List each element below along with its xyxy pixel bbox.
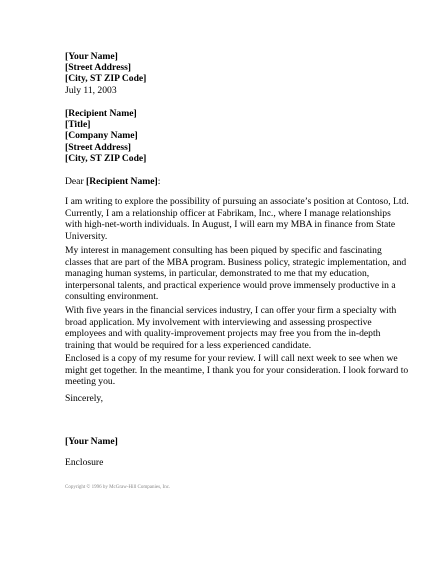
- paragraph-line: I am writing to explore the possibility of pursuing an associate’s position at Contoso, Ltd.: [65, 196, 409, 207]
- paragraph-line: broad application. My involvement with interviewing and assessing prospective: [65, 316, 372, 328]
- sender-address: [65, 51, 146, 96]
- paragraph-line: interpersonal talents, and practical experience would prove immensely productive in a: [65, 279, 396, 291]
- closing: [65, 393, 103, 404]
- paragraph-line: employees and with quality-improvement projects may free you from the in-depth: [65, 328, 381, 340]
- paragraph-line: Enclosed is a copy of my resume for your review. I will call next week to see when we: [65, 353, 398, 364]
- recipient-address: [65, 108, 146, 164]
- paragraph-line: might get together. In the meantime, I thank you for your consideration. I look forward to: [65, 364, 409, 376]
- enclosure-note: [65, 457, 103, 468]
- sender-name[interactable]: [Your Name]: [65, 51, 118, 62]
- sender-city[interactable]: [City, ST ZIP Code]: [65, 73, 147, 85]
- salutation-prefix: Dear: [65, 176, 87, 187]
- paragraph-line: University.: [65, 230, 108, 242]
- signature-name[interactable]: [Your Name]: [65, 436, 118, 447]
- body-paragraph-2[interactable]: [65, 245, 407, 303]
- paragraph-line: with high-net-worth individuals. In August, I will earn my MBA in finance from State: [65, 219, 396, 231]
- paragraph-line: Currently, I am a relationship officer at Fabrikam, Inc., where I manage relationships: [65, 207, 391, 219]
- recipient-company[interactable]: [Company Name]: [65, 130, 138, 142]
- body-paragraph-4[interactable]: [65, 353, 409, 388]
- paragraph-line: With five years in the financial services industry, I can offer your firm a specialty with: [65, 305, 397, 316]
- letter-date[interactable]: July 11, 2003: [65, 84, 117, 96]
- salutation-recipient-name[interactable]: [Recipient Name]: [86, 176, 158, 187]
- paragraph-line: consulting environment.: [65, 291, 159, 303]
- closing-text[interactable]: Sincerely,: [65, 393, 104, 404]
- enclosure-text[interactable]: Enclosure: [65, 457, 104, 468]
- paragraph-line: My interest in management consulting has been piqued by specific and fascinating: [65, 245, 382, 256]
- salutation-suffix: :: [157, 176, 161, 187]
- recipient-title[interactable]: [Title]: [65, 119, 91, 131]
- copyright-notice: Copyright © 1996 by McGraw-Hill Companies, Inc.: [65, 485, 171, 490]
- paragraph-line: training that would be required for a less experienced candidate.: [65, 339, 312, 351]
- paragraph-line: classes that are part of the MBA program. Business policy, strategic implementation, and: [65, 256, 407, 268]
- paragraph-line: managing human systems, in particular, demonstrated to me that my education,: [65, 268, 370, 280]
- recipient-city[interactable]: [City, ST ZIP Code]: [65, 152, 147, 164]
- recipient-street[interactable]: [Street Address]: [65, 141, 131, 153]
- body-paragraph-1[interactable]: [65, 196, 409, 242]
- recipient-name[interactable]: [Recipient Name]: [65, 108, 137, 119]
- signature-block: [65, 436, 118, 447]
- body-paragraph-3[interactable]: [65, 305, 395, 351]
- sender-street[interactable]: [Street Address]: [65, 62, 131, 74]
- salutation: [65, 176, 160, 187]
- paragraph-line: meeting you.: [65, 376, 116, 388]
